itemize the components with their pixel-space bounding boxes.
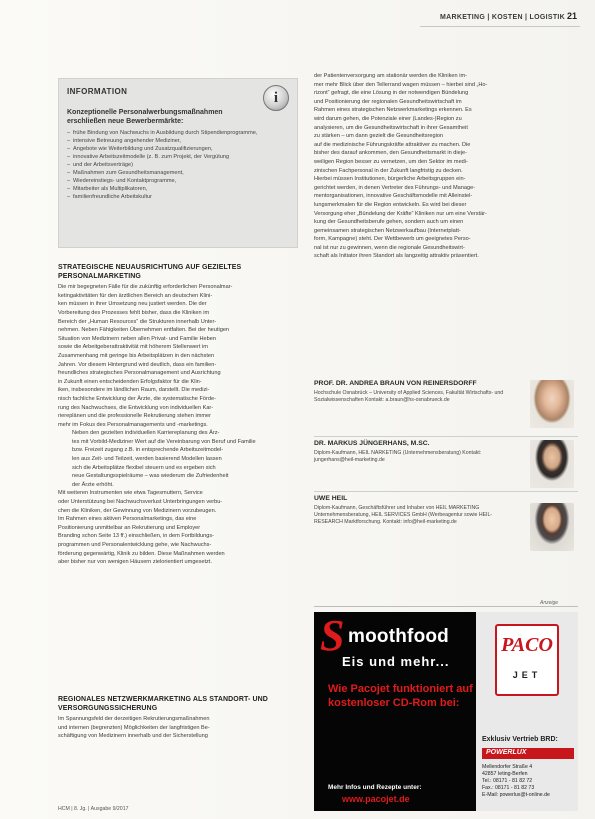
text-line: freundliches strategisches Personalmanagement und Ausrichtung: [58, 370, 221, 377]
text-line: lungsmerkmalen für die Region entwickeln. Es wird bei dieser: [314, 201, 467, 208]
text-line: gemeinsamen strategischen Netzwerkaufbau (Internetplatt-: [314, 227, 461, 234]
info-icon: [263, 85, 289, 111]
ad-more-info: Mehr Infos und Rezepte unter:: [328, 784, 422, 791]
list-item: – Maßnahmen zum Gesundheitsmanagement,: [67, 169, 292, 177]
text-line: weiligen Region besser zu vernetzen, um den Sektor im medi-: [314, 158, 468, 165]
author-entry: [314, 440, 578, 464]
advertisement: [314, 612, 578, 811]
text-line: auf die medizinische Führungskräfte attraktiver zu machen. Die: [314, 141, 471, 148]
text-line: bzw. Freizeit zugang z.B. in entsprechende Arbeitszeitmodel-: [72, 447, 224, 454]
brand-name: moothfood: [348, 626, 449, 647]
distributor-logo: [482, 748, 574, 759]
text-line: wird darum gehen, die Potenziale einer (Landes-)Region zu: [314, 115, 462, 122]
info-box-list: [67, 129, 292, 201]
text-line: Positionierung unmittelbar an Rekrutierung und Employer: [58, 524, 201, 531]
text-line: Versorgung eher „Bündelung der Kräfte“ Kliniken nur um eine Verstär-: [314, 210, 487, 217]
text-line: zinischen Fachpersonal in der Zukunft langfristig zu decken.: [314, 167, 463, 174]
author-photo: [530, 440, 574, 488]
text-line: mer mehr Blick über den Tellerrand wagen müssen – hierbei sind „Ho-: [314, 81, 488, 88]
divider: [314, 491, 578, 492]
page-footer: HCM | 8. Jg. | Ausgabe 9/2017: [58, 806, 129, 812]
text-line: Rahmen eines strategischen Netzwerkmarketings erkennen. Es: [314, 107, 472, 114]
text-line: programmen und Personalentwicklung gehe, wie Nachwuchs-: [58, 542, 212, 548]
author-box: [314, 380, 578, 610]
text-line: aber bisher nur von wenigen Häusern zielorientiert umgesetzt.: [58, 559, 212, 566]
body-paragraph: [58, 429, 298, 489]
text-line: Situation von Medizinern neben allen Privat- und Familie Heben: [58, 335, 216, 342]
text-line: sowie die Arbeitgeberattraktivität mit höherem Stellenwert im: [58, 344, 208, 351]
right-column: [314, 72, 578, 261]
text-line: der Ärzte erhöht.: [72, 481, 114, 488]
section-heading: STRATEGISCHE NEUAUSRICHTUNG AUF GEZIELTES PERSONALMARKETING: [58, 264, 242, 280]
logo-word: PACO: [501, 634, 553, 656]
address-line: 42857 Ieting-Berfen: [482, 771, 528, 777]
text-line: Branding schon Seite 13 ff.) einschließen, in dem Fortbildungs-: [58, 533, 214, 540]
text-line: mehr im Fokus des Personalmanagements und -marketings.: [58, 421, 208, 428]
text-line: nisch fachliche Entwicklung der Ärzte, die systematische Förde-: [58, 395, 216, 402]
list-item: – intensive Betreuung angehender Mediziner,: [67, 137, 292, 145]
left-column-bottom: [58, 690, 298, 741]
body-paragraph: [58, 489, 298, 566]
author-description: Diplom-Kaufmann, HEIL NARKETING (Unternehmensberatung) Kontakt: jungerhans@heil-marketing.de: [314, 450, 482, 463]
text-line: schaft als Initiator ihren Standort als langzeitig attraktiv präsentiert.: [314, 253, 479, 260]
text-line: Zusammenhang mit geringe bis Arbeitsplätzen in den nächsten: [58, 352, 215, 359]
text-line: Neben den gezielten individuellen Karriereplanung des Ärz-: [72, 430, 220, 437]
text-line: in Zukunft einen entscheidenden Erfolgsfaktor für die Klin-: [58, 378, 202, 385]
ad-url-link[interactable]: www.pacojet.de: [342, 794, 410, 804]
brand-initial: S: [320, 612, 345, 660]
address-line: Tel.: 08171 - 81 82 72: [482, 778, 533, 784]
text-line: len aus Zeit- und Teilzeit, werden basierend Modellen lassen: [72, 456, 222, 463]
list-item: – Angebote wie Weiterbildung und Zusatzqualifizierungen,: [67, 145, 292, 153]
page-number: 21: [567, 11, 578, 21]
text-line: analysieren, um die Gesundheitswirtschaft in ihrer Gesamtheit: [314, 124, 468, 131]
ad-side-panel: [476, 612, 578, 811]
logo-jet: JET: [512, 670, 542, 680]
text-line: ketingaktivitäten für den ärztlichen Bereich an deutschen Klini-: [58, 292, 213, 299]
ad-panel: [314, 612, 476, 811]
text-line: der Patientenversorgung am stationär werden die Kliniken im-: [314, 73, 467, 79]
text-line: iken, insbesondere im ländlichen Raum, darstellt. Die medizi-: [58, 387, 210, 394]
ad-headline: Wie Pacojet funktioniert auf kostenloser CD-Rom bei:: [328, 683, 473, 709]
body-paragraph: [58, 283, 298, 429]
ad-label: Anzeige: [540, 600, 559, 606]
body-paragraph: [314, 72, 578, 261]
address-line: Mellendorfer Straße 4: [482, 764, 533, 770]
ad-rule: [314, 606, 578, 607]
info-box-subtitle: Konzeptionelle Personalwerbungsmaßnahmen erschließen neue Bewerbermärkte:: [67, 109, 223, 125]
text-line: mentorganisationen, innovative Geschäftsmodelle mit Alleinstel-: [314, 193, 473, 200]
list-item: – Wiedereinstiegs- und Kontaktprogramme,: [67, 177, 292, 185]
text-line: tes mit Vorbild-Mediziner Wert auf die Vereinbarung von Beruf und Familie: [72, 438, 256, 445]
address-line: E-Mail: powerlux@t-online.de: [482, 792, 550, 798]
author-entry: [314, 380, 578, 404]
header-rule: [420, 26, 580, 27]
text-line: Im Spannungsfeld der derzeitigen Rekrutierungsmaßnahmen: [58, 716, 210, 723]
info-icon-glyph: i: [273, 90, 279, 106]
text-line: nehmen. Neben Fähigkeiten Übernehmen entfalten. Bei der heutigen: [58, 327, 230, 334]
text-line: Vorbereitung des Prozesses fehlt bisher, dass die Kliniken im: [58, 309, 210, 316]
left-column: [58, 258, 298, 567]
distribution-label: Exklusiv Vertrieb BRD:: [482, 736, 558, 743]
distributor-address: [482, 764, 550, 799]
list-item: – familienfreundliche Arbeitskultur: [67, 193, 292, 201]
text-line: nal ist nur zu gewinnen, wenn die regionale Gesundheitswirt-: [314, 244, 465, 251]
list-item: – frühe Bindung von Nachwuchs in Ausbildung durch Stipendienprogramme,: [67, 129, 292, 137]
text-line: form, Kampagne) steht. Der Wettbewerb um geeignetes Perso-: [314, 236, 471, 243]
section-heading: REGIONALES NETZWERKMARKETING ALS STANDORT- UND VERSORGUNGSSICHERUNG: [58, 696, 268, 712]
divider: [314, 436, 578, 437]
author-name: PROF. DR. ANDREA BRAUN VON REINERSDORFF: [314, 380, 477, 387]
author-description: Diplom-Kaufmann, Geschäftsführer und Inhaber von HEIL MARKETING Unternehmensberatung, HEIL SERVICES GmbH (Werbeagentur sowie HEIL-RESEARCH Marktforschung. Kontakt: info@heil-marketing.de: [314, 505, 493, 525]
text-line: gerichtet werden, in denen Vertreter des Führungs- und Manage-: [314, 184, 476, 191]
author-entry: [314, 495, 578, 526]
author-name: UWE HEIL: [314, 495, 348, 502]
text-line: bisher des darauf ankommen, den Gesundheitsmarkt in dieje-: [314, 150, 467, 157]
text-line: Jahren. Vor diesem Hintergrund wird deutlich, dass ein familien-: [58, 361, 217, 368]
author-photo: [530, 380, 574, 428]
text-line: sich die Arbeitsplätze flexibel steuern und es ergeben sich: [72, 464, 216, 471]
text-line: ken müssen in ihrer Umsetzung neu justiert werden. Die der: [58, 301, 207, 308]
paco-logo: [495, 624, 559, 696]
text-line: chen die Kliniken, der Gewinnung von Medizinern vorzubeugen.: [58, 507, 217, 514]
text-line: förderung gegenwärtig, Klinik zu bilden. Diese Maßnahmen werden: [58, 550, 225, 557]
text-line: zu stärken – um dann gezielt die Gesundheitsregion: [314, 133, 444, 140]
text-line: Im Rahmen eines aktiven Personalmarketings, das eine: [58, 516, 197, 523]
list-item: – und der Arbeitsverträge): [67, 161, 292, 169]
ad-tagline: Eis und mehr...: [342, 654, 450, 669]
text-line: Die mir begegneten Fälle für die zukünftig erforderlichen Personalmar-: [58, 284, 233, 291]
text-line: und Positionierung der regionalen Gesundheitswirtschaft im: [314, 98, 462, 105]
author-photo: [530, 503, 574, 551]
body-paragraph: [58, 715, 298, 741]
text-line: kung der Gesundheitsberufe gehen, sondern auch um einen: [314, 219, 464, 226]
author-name: DR. MARKUS JÜNGERHANS, M.SC.: [314, 440, 430, 447]
text-line: Bereich der „Human Resources“ die Strukturen innerhalb Unter-: [58, 318, 217, 325]
text-line: rizont“ gefragt, die eine Lösung in der notwendigen Bündelung: [314, 90, 469, 97]
info-box: [58, 78, 298, 248]
text-line: rung des Nachwuchses, die Entwicklung von individuellen Kar-: [58, 404, 214, 411]
distributor-name: POWERLUX: [486, 749, 527, 756]
text-line: riereplänen und die professionelle Rekrutierung stehen immer: [58, 413, 211, 420]
text-line: Hierbei müssen Institutionen, bürgerliche Arbeitsgruppen ein-: [314, 176, 466, 183]
text-line: schäftigung von Medizinern innerhalb und der Sicherstellung: [58, 733, 208, 740]
list-item: – innovative Arbeitszeitmodelle (z. B. zum Projekt, der Vergütung: [67, 153, 292, 161]
list-item: – Mitarbeiter als Multiplikatoren,: [67, 185, 292, 193]
text-line: und internen (begrenzten) Möglichkeiten der langfristigen Be-: [58, 724, 210, 731]
address-line: Fax.: 08171 - 81 82 73: [482, 785, 535, 791]
text-line: Mit weiteren Instrumenten wie etwa Tagesmuttern, Service: [58, 490, 203, 497]
author-description: Hochschule Osnabrück – University of Applied Sciences, Fakultät Wirtschafts- und Sozialwissenschaften Kontakt: a.braun@hs-osnabrueck.de: [314, 390, 504, 403]
running-head: MARKETING | KOSTEN | LOGISTIK: [440, 14, 566, 21]
text-line: neue Gestaltungsspielräume – was wiederum die Zufriedenheit: [72, 473, 229, 480]
text-line: oder Unterstützung bei Nachwuchsverlust Unterbringungen verbu-: [58, 499, 223, 506]
info-box-title: INFORMATION: [67, 87, 128, 96]
